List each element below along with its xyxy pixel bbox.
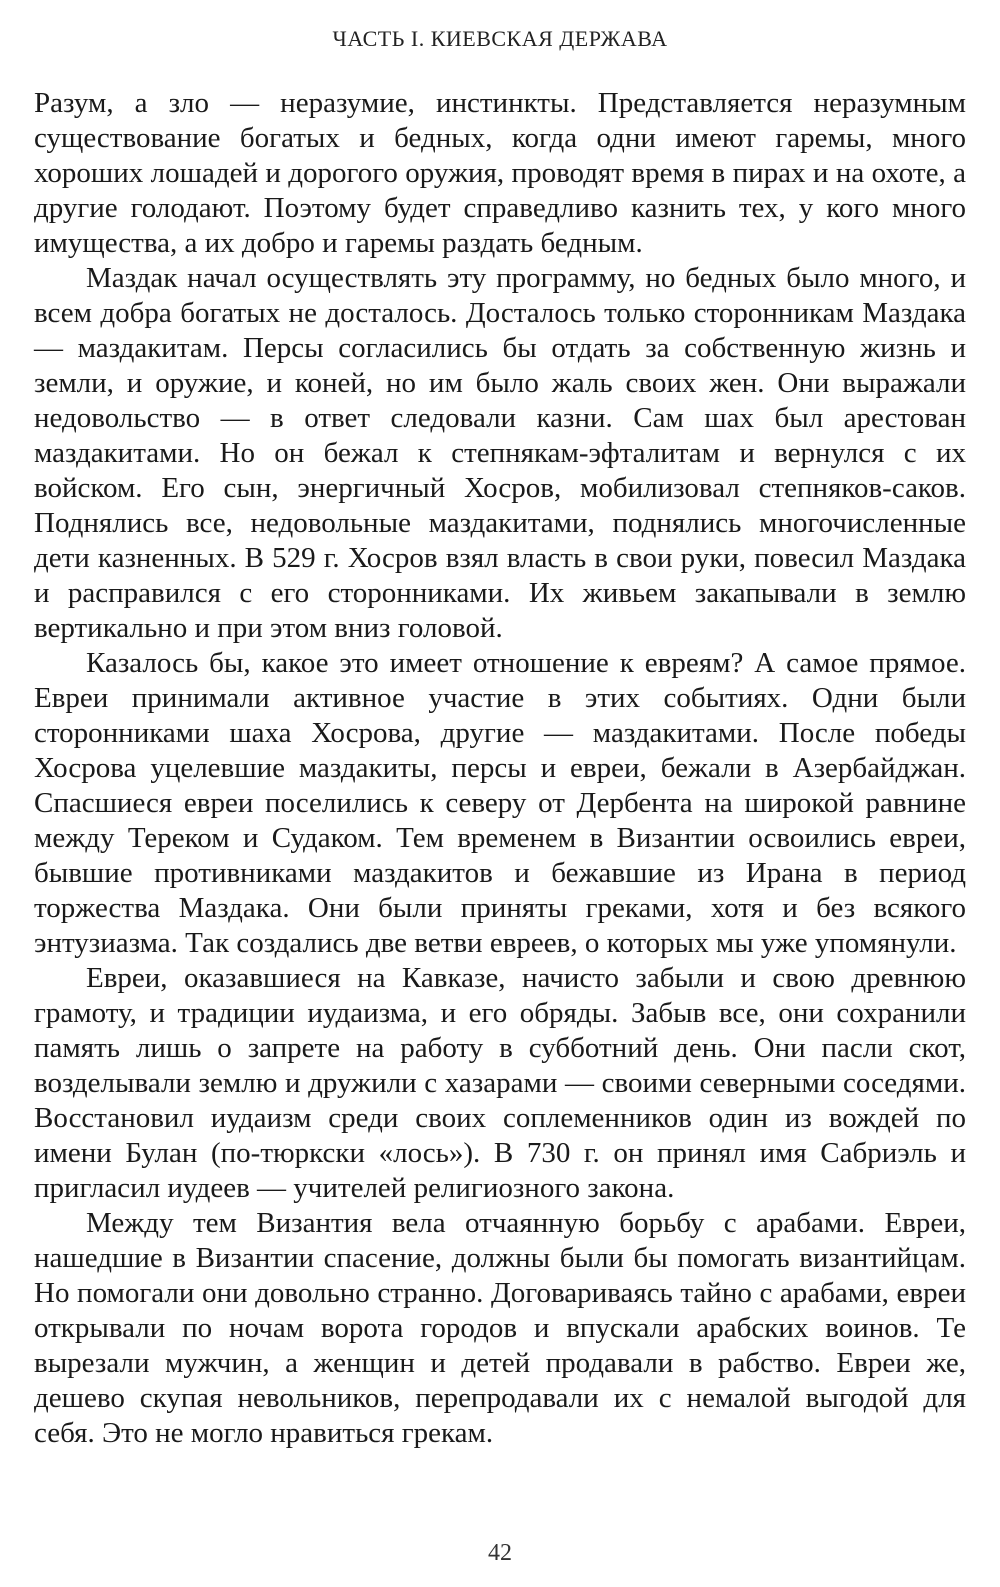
running-header: ЧАСТЬ I. КИЕВСКАЯ ДЕРЖАВА [332, 26, 668, 51]
page-number: 42 [488, 1540, 512, 1566]
paragraph-3: Казалось бы, какое это имеет отношение к евреям? А самое прямое. Евреи принимали активное участие в этих событиях. Одни были сторонниками шаха Хосрова, другие — маздакитами. После победы Хосрова уцелевшие маздакиты, персы и евреи, бежали в Азербайджан. Спасшиеся евреи поселились к северу от Дербента на широкой равнине между Тереком и Судаком. Тем временем в Византии освоились евреи, бывшие противниками маздакитов и бежавшие из Ирана в период торжества Маздака. Они были приняты греками, хотя и без всякого энтузиазма. Так создались две ветви евреев, о которых мы уже упомянули. [34, 647, 966, 959]
paragraph-4: Евреи, оказавшиеся на Кавказе, начисто забыли и свою древнюю грамоту, и традиции иудаизма, и его обряды. Забыв все, они сохранили память лишь о запрете на работу в субботний день. Они пасли скот, возделывали землю и дружили с хазарами — своими северными соседями. Восстановил иудаизм среди своих соплеменников один из вождей по имени Булан (по-тюркски «лось»). В 730 г. он принял имя Сабриэль и пригласил иудеев — учителей религиозного закона. [34, 962, 966, 1204]
paragraph-5: Между тем Византия вела отчаянную борьбу с арабами. Евреи, нашедшие в Византии спасение, должны были бы помогать византийцам. Но помогали они довольно странно. Договариваясь тайно с арабами, евреи открывали по ночам ворота городов и впускали арабских воинов. Те вырезали мужчин, а женщин и детей продавали в рабство. Евреи же, дешево скупая невольников, перепродавали их с немалой выгодой для себя. Это не могло нравиться грекам. [34, 1207, 966, 1449]
body-text [34, 86, 966, 1451]
paragraph-1: Разум, а зло — неразумие, инстинкты. Представляется неразумным существование богатых и бедных, когда одни имеют гаремы, много хороших лошадей и дорогого оружия, проводят время в пирах и на охоте, а другие голодают. Поэтому будет справедливо казнить тех, у кого много имущества, а их добро и гаремы раздать бедным. [34, 87, 966, 259]
paragraph-2: Маздак начал осуществлять эту программу, но бедных было много, и всем добра богатых не досталось. Досталось только сторонникам Маздака — маздакитам. Персы согласились бы отдать за собственную жизнь и земли, и оружие, и коней, но им было жаль своих жен. Они выражали недовольство — в ответ следовали казни. Сам шах был арестован маздакитами. Но он бежал к степнякам-эфталитам и вернулся с их войском. Его сын, энергичный Хосров, мобилизовал степняков-саков. Поднялись все, недовольные маздакитами, поднялись многочисленные дети казненных. В 529 г. Хосров взял власть в свои руки, повесил Маздака и расправился с его сторонниками. Их живьем закапывали в землю вертикально и при этом вниз головой. [34, 262, 966, 644]
